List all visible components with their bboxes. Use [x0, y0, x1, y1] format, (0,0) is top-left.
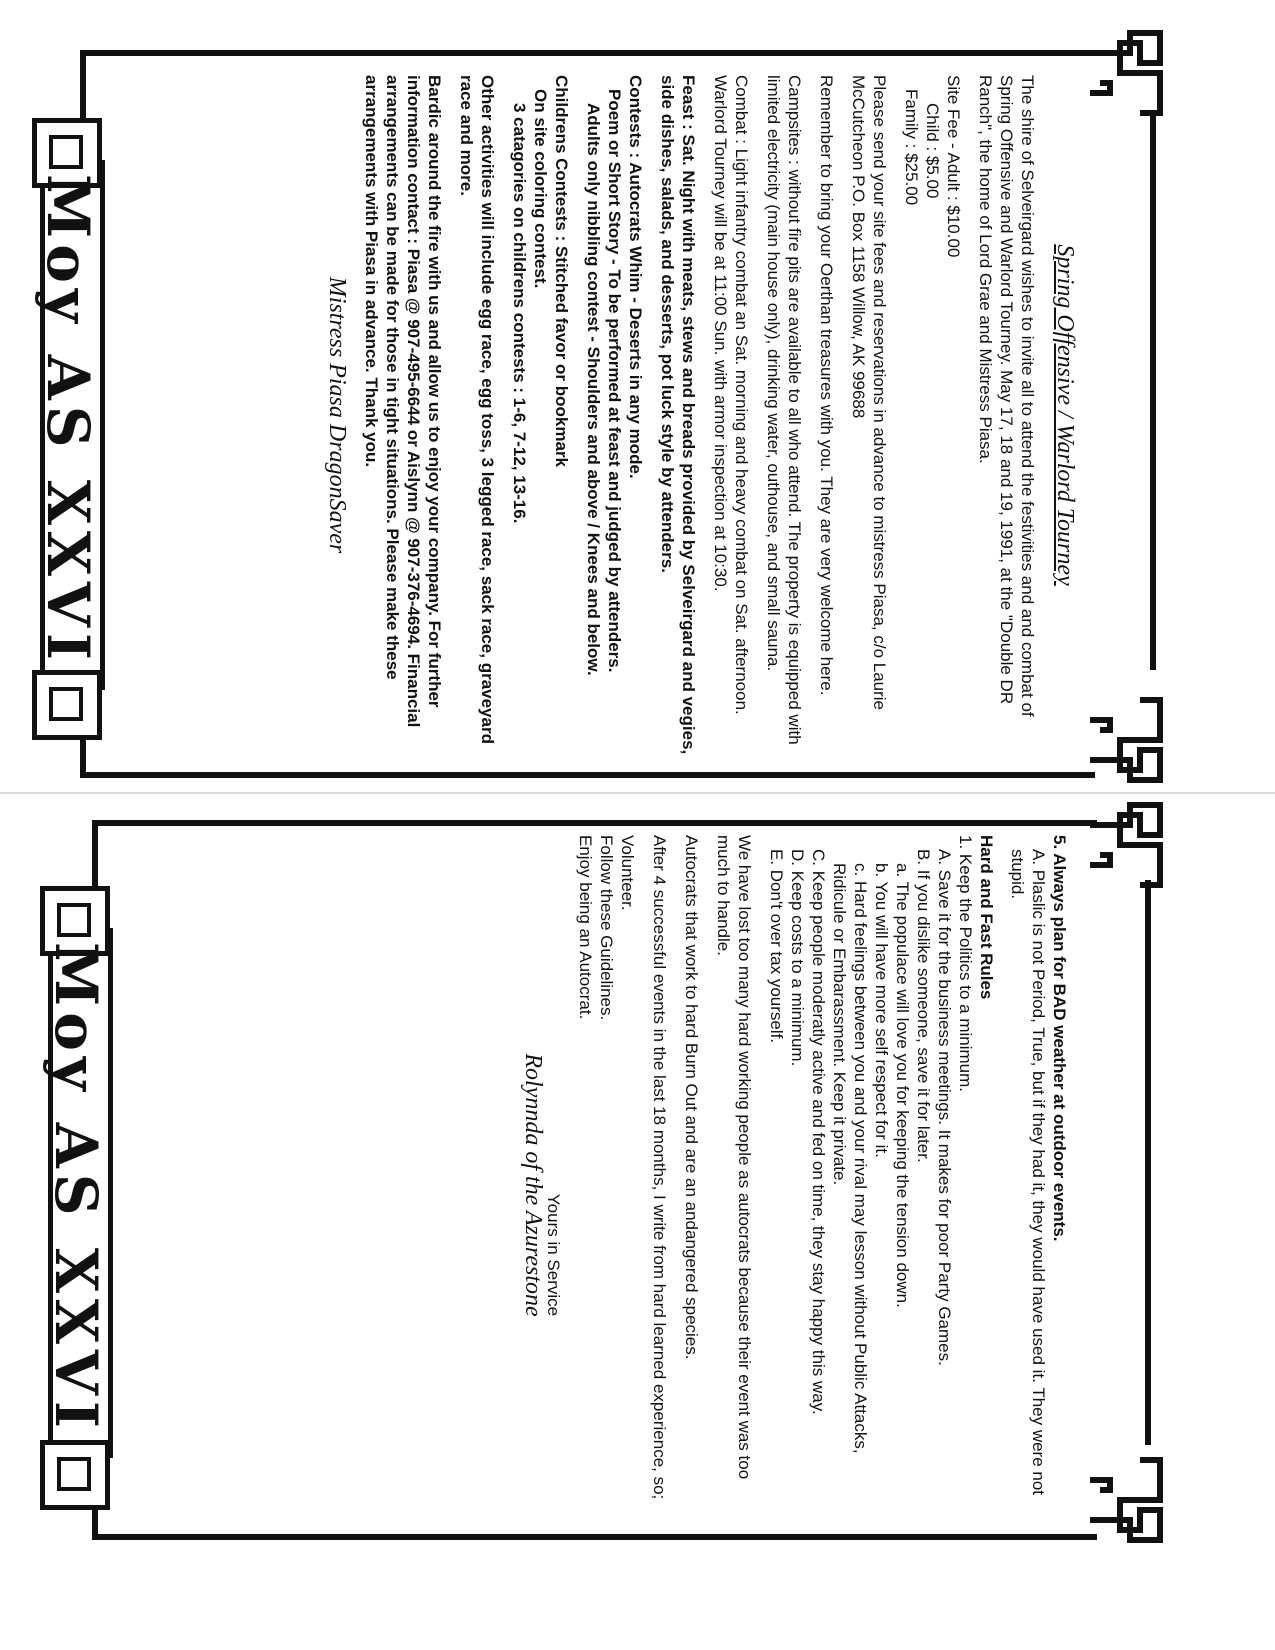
bottom-panel-bottom-key-pattern-icon [1085, 1450, 1165, 1545]
bottom-panel-text [522, 835, 1070, 1515]
bottom-banner-title: Moy AS XXVI [42, 942, 110, 1434]
bottom-signature: Rolynnda of the Azurestone [520, 1053, 546, 1317]
yours-in-service: Yours in Service [544, 1193, 563, 1317]
paragraph-lost-autocrats: We have lost too many hard working people as autocrats because their event was too much to handle. [714, 835, 754, 1480]
contests-list: Contests : Autocrats Whim - Deserts in any mode. Poem or Short Story - To be performed at feast and judged by attenders. Adults only nibbling contest - Shoulders and above / Knees and below. [584, 75, 645, 676]
feast-paragraph: Feast : Sat. Night with meats, stews and breads provided by Selveirgard and vegies, side dishes, salads, and desserts, pot luck style by attenders. [658, 75, 698, 755]
site-fees: Site Fee - Adult : $10.00 Child : $5.00 Family : $25.00 [902, 75, 963, 258]
page-fold-line [0, 792, 1275, 794]
top-right-key-pattern-icon [1085, 28, 1165, 118]
hard-fast-rules: Hard and Fast Rules 1. Keep the Politics to a minimum. A. Save it for the business meetings. It makes for poor Party Games. B. If you dislike someone, save it for later. a. The populace will love you for keeping the tension down. b. You will have more self respect for it. c. Hard feelings between you and your rival may lesson without Public Attacks, Ridicule or Embarassment. Keep it private. C. Keep people moderatly active and fed on time, they stay happy this way. D. Keep costs to a minimum. E. Don't over tax yourself. [767, 835, 996, 1454]
top-panel-text [324, 75, 1078, 755]
intro-paragraph: The shire of Selveirgard wishes to invite all to attend the festivities and and combat of Spring Offensive and Warlord Tourney. May 17, 18 and 19, 1991, at the "Double DR Ranch", the home of Lord Grae and Mistress Piasa. [976, 75, 1037, 717]
rule-5: 5. Always plan for BAD weather at outdoor events. A. Plaslic is not Period, True, but if they had it, they would have used it. They were not stupid. [1008, 835, 1069, 1496]
top-signature: Mistress Piasa DragonSaver [324, 276, 350, 554]
bardic-paragraph: Bardic around the fire with us and allow us to enjoy your company. For further information contact : Piasa @ 907-495-6644 or Aislynn @ 907-376-4694. Financial arrangements can be made for those in tight situations. Please make these arrangements with Piasa in advance. Thank you. [362, 75, 444, 728]
treasures-paragraph: Remember to bring your Oerthan treasures with you. They are very welcome here. [817, 75, 836, 696]
children-contests-list: Childrens Contests : Stitched favor or bookmark On site coloring contest. 3 catagories on childrens contests : 1-6, 7-12, 13-16. [510, 75, 571, 524]
other-activities-paragraph: Other activities will include egg race, egg toss, 3 legged race, sack race, graveyard race and more. [457, 75, 497, 744]
campsites-paragraph: Campsites : without fire pits are available to all who attend. The property is equipped with limited electricity (main house only), drinking water, outhouse, and small sauna. [764, 75, 804, 745]
reservations-paragraph: Please send your site fees and reservations in advance to mistress Piasa, c/o Laurie McCutcheon P.O. Box 1158 Willow, AK 99688 [849, 75, 889, 711]
top-banner-title: Moy AS XXVI [34, 174, 102, 666]
bottom-panel-top-key-pattern-icon [1085, 800, 1165, 890]
closing-list: Volunteer. Follow these Guidelines. Enjoy being an Autocrat. [576, 835, 637, 1021]
paragraph-experience: After 4 successful events in the last 18 months, I write from hard learned experience, so; [650, 835, 669, 1500]
combat-paragraph: Combat : Light infantry combat an Sat. morning and heavy combat on Sat. afternoon. Warlord Tourney will be at 11:00 Sun. with armor inspection at 10:30. [711, 75, 751, 715]
bottom-right-key-pattern-icon [1085, 690, 1165, 785]
top-panel-title: Spring Offensive / Warlord Tourney [1052, 244, 1078, 586]
paragraph-burn-out: Autocrats that work to hard Burn Out and are an andangered species. [682, 835, 701, 1360]
